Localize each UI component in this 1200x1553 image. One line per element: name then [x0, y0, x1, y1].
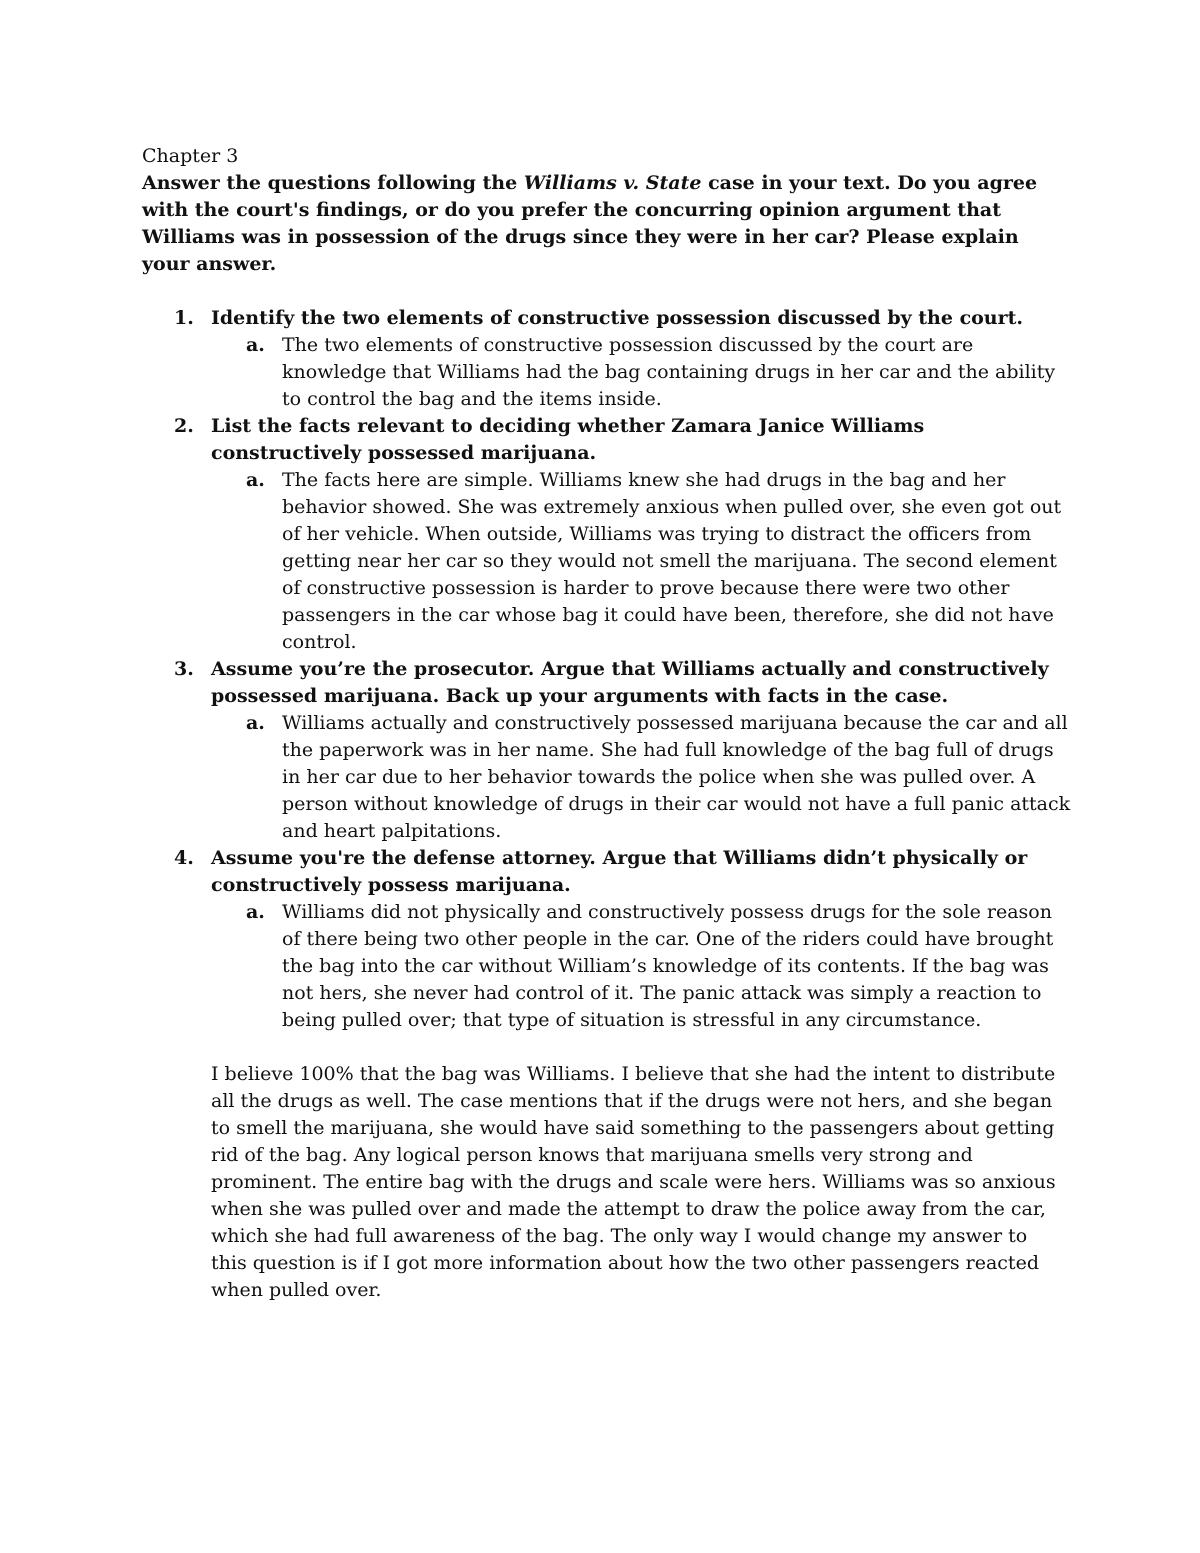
- question-item: [142, 413, 1072, 656]
- answer-text: Williams actually and constructively possessed marijuana because the car and all the paperwork was in her name. She had full knowledge of the bag full of drugs in her car due to her behavior towards the police when she was pulled over. A person without knowledge of drugs in their car would not have a full panic attack and heart palpitations.: [282, 712, 1071, 842]
- question-number: 2.: [174, 415, 194, 437]
- closing-paragraph: I believe 100% that the bag was Williams. I believe that she had the intent to distribute all the drugs as well. The case mentions that if the drugs were not hers, and she began to smell the marijuana, she would have said something to the passengers about getting rid of the bag. Any logical person knows that marijuana smells very strong and prominent. The entire bag with the drugs and scale were hers. Williams was so anxious when she was pulled over and made the attempt to draw the police away from the car, which she had full awareness of the bag. The only way I would change my answer to this question is if I got more information about how the two other passengers reacted when pulled over.: [211, 1063, 1056, 1301]
- answer-letter: a.: [246, 469, 265, 491]
- answer-letter: a.: [246, 712, 265, 734]
- answer-item: [211, 332, 1072, 413]
- prompt-text-start: Answer the questions following the: [142, 172, 524, 194]
- question-number: 3.: [174, 658, 194, 680]
- answer-text: The facts here are simple. Williams knew she had drugs in the bag and her behavior showed. She was extremely anxious when pulled over, she even got out of her vehicle. When outside, Williams was trying to distract the officers from getting near her car so they would not smell the marijuana. The second element of constructive possession is harder to prove because there were two other passengers in the car whose bag it could have been, therefore, she did not have control.: [282, 469, 1062, 653]
- answer-item: [211, 899, 1072, 1034]
- answer-text: The two elements of constructive possession discussed by the court are knowledge that Williams had the bag containing drugs in her car and the ability to control the bag and the items inside.: [282, 334, 1056, 410]
- question-number: 1.: [174, 307, 194, 329]
- question-item: [142, 656, 1072, 845]
- answer-item: [211, 710, 1072, 845]
- answer-item: [211, 467, 1072, 656]
- question-list: [142, 305, 1072, 1034]
- answer-text: Williams did not physically and constructively possess drugs for the sole reason of there being two other people in the car. One of the riders could have brought the bag into the car without William’s knowledge of its contents. If the bag was not hers, she never had control of it. The panic attack was simply a reaction to being pulled over; that type of situation is stressful in any circumstance.: [282, 901, 1054, 1031]
- question-text: Identify the two elements of constructive possession discussed by the court.: [211, 307, 1024, 329]
- chapter-heading: Chapter 3: [142, 145, 239, 167]
- question-text: Assume you're the defense attorney. Argue that Williams didn’t physically or constructively possess marijuana.: [211, 847, 1028, 896]
- prompt-text-end: case in your text. Do you agree with the court's findings, or do you prefer the concurring opinion argument that Williams was in possession of the drugs since they were in her car? Please explain your answer.: [142, 172, 1038, 275]
- case-name: Williams v. State: [523, 172, 702, 194]
- question-item: [142, 305, 1072, 413]
- document-body: [142, 143, 1072, 1304]
- answer-letter: a.: [246, 901, 265, 923]
- question-number: 4.: [174, 847, 194, 869]
- question-item: [142, 845, 1072, 1034]
- question-text: List the facts relevant to deciding whether Zamara Janice Williams constructively possessed marijuana.: [211, 415, 925, 464]
- answer-letter: a.: [246, 334, 265, 356]
- assignment-prompt: [142, 170, 1072, 278]
- question-text: Assume you’re the prosecutor. Argue that Williams actually and constructively possessed marijuana. Back up your arguments with facts in the case.: [211, 658, 1049, 707]
